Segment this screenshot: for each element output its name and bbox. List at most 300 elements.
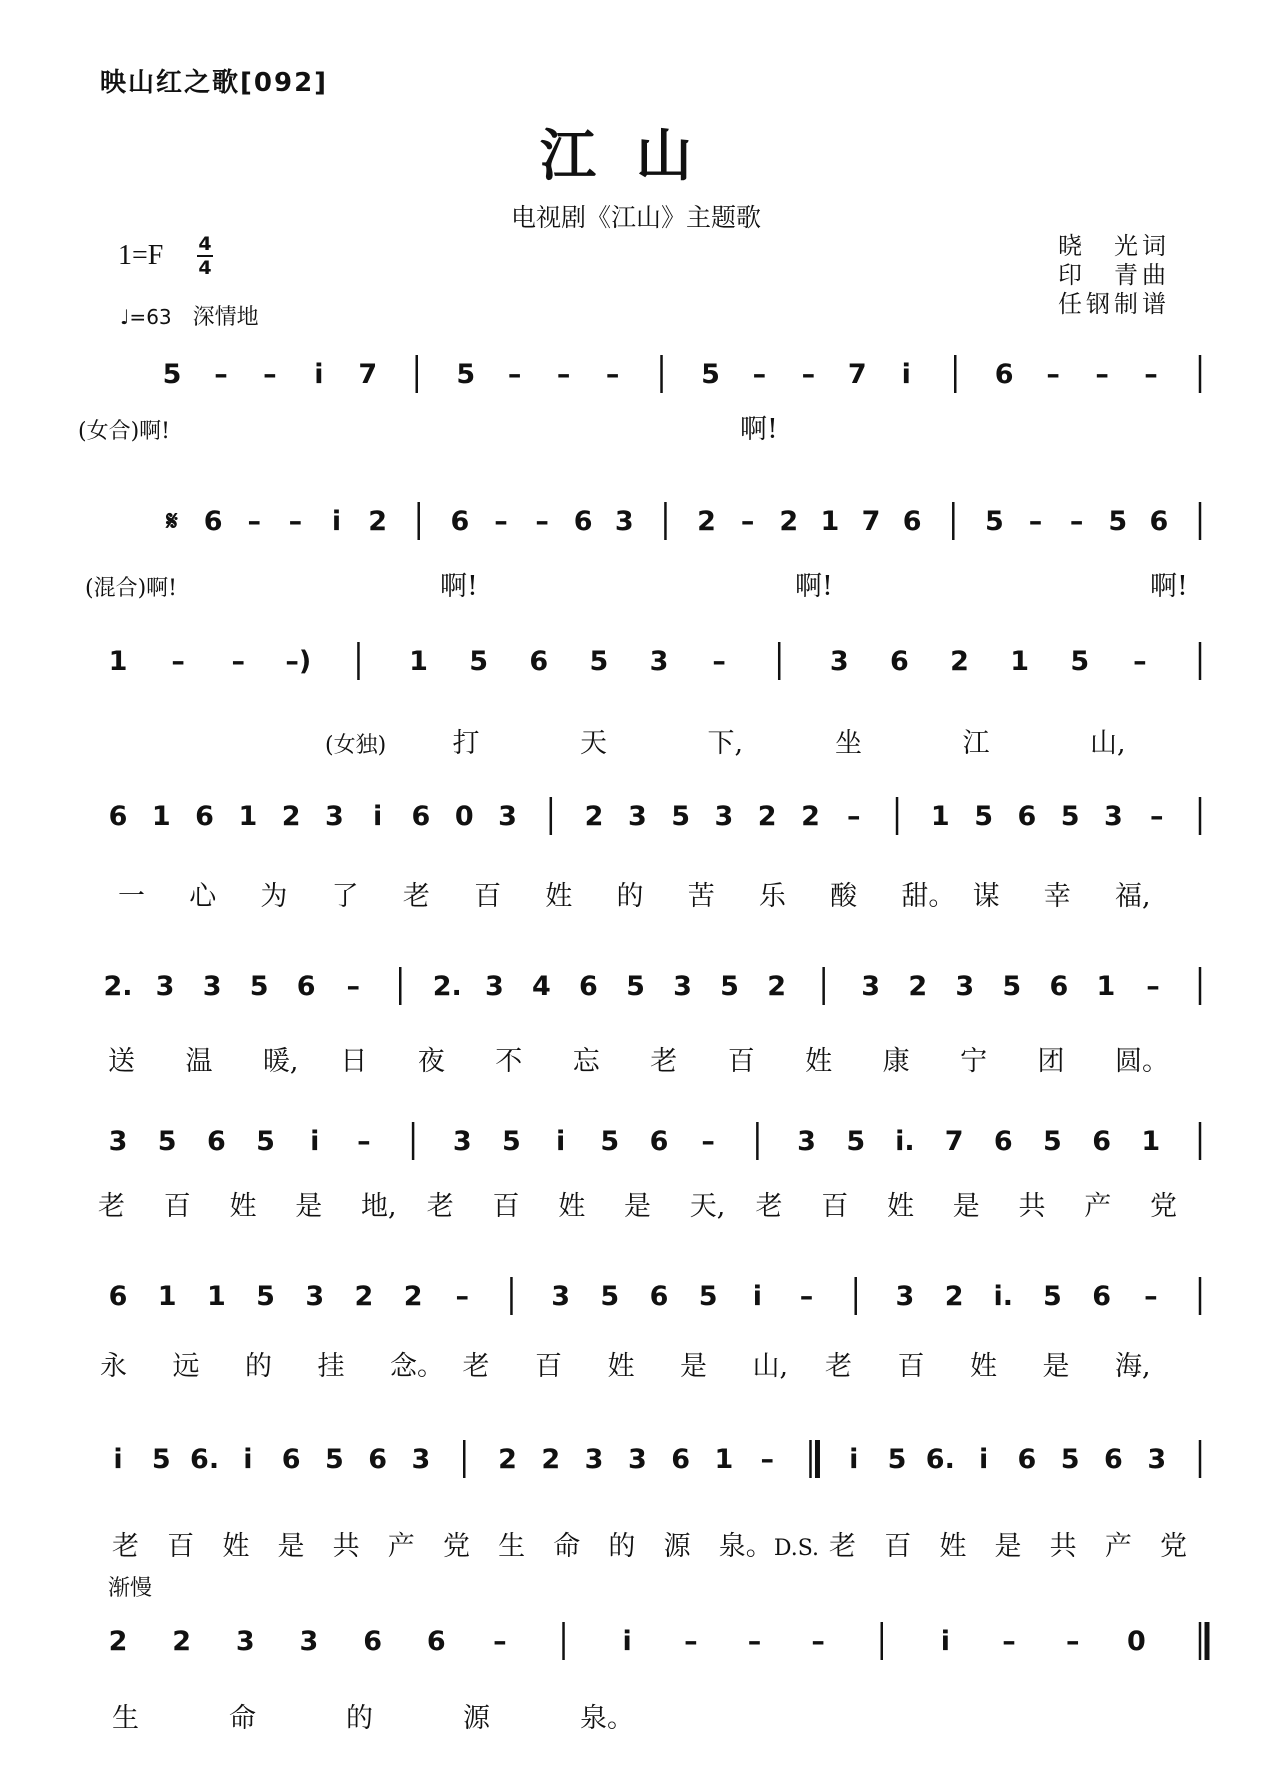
note: 5 bbox=[249, 971, 269, 1002]
note: 1 bbox=[238, 801, 258, 832]
extension-dash: – bbox=[1002, 1626, 1016, 1657]
note: 5 bbox=[846, 1126, 866, 1157]
lyric: 产 bbox=[387, 1531, 415, 1562]
lyric: 是 bbox=[680, 1351, 707, 1382]
note: 3 bbox=[1147, 1444, 1167, 1475]
note: 3 bbox=[584, 1444, 604, 1475]
barline bbox=[564, 1622, 565, 1660]
lyric: 姓 bbox=[545, 881, 573, 912]
lyric: 老 bbox=[829, 1531, 857, 1562]
barline bbox=[779, 642, 780, 680]
note: 2 bbox=[779, 506, 799, 537]
barline bbox=[953, 502, 954, 540]
lyric: 圆。 bbox=[1115, 1046, 1169, 1077]
lyric: 的 bbox=[616, 881, 644, 912]
lyric: 老 bbox=[755, 1191, 783, 1222]
lyric: 产 bbox=[1084, 1191, 1112, 1222]
note: 3 bbox=[551, 1281, 571, 1312]
lyric: 命 bbox=[553, 1531, 581, 1562]
lyric: 姓 bbox=[805, 1046, 833, 1077]
extension-dash: – bbox=[494, 506, 508, 537]
lyric: 生 bbox=[498, 1531, 526, 1562]
note: 6 bbox=[573, 506, 593, 537]
note: 6 bbox=[281, 1444, 301, 1475]
lyric: 坐 bbox=[835, 728, 862, 759]
note: 6 bbox=[649, 1281, 669, 1312]
note: 6 bbox=[108, 801, 128, 832]
score-line-7 bbox=[100, 1277, 1201, 1382]
note: i bbox=[243, 1444, 253, 1475]
lyric: 不 bbox=[495, 1046, 523, 1077]
note: 5 bbox=[325, 1444, 344, 1475]
note: i bbox=[373, 801, 383, 832]
barline bbox=[1200, 502, 1201, 540]
note: 5 bbox=[1060, 1444, 1080, 1475]
note: 3 bbox=[325, 801, 344, 832]
extension-dash: – bbox=[1095, 359, 1109, 390]
lyric: 夜 bbox=[417, 1046, 445, 1077]
lyric: 产 bbox=[1104, 1531, 1132, 1562]
barline bbox=[810, 1440, 817, 1478]
extension-dash: – bbox=[701, 1126, 715, 1157]
note: 3 bbox=[714, 801, 734, 832]
lyric: 啊! bbox=[440, 571, 478, 602]
tempo-value: ♩=63 bbox=[120, 305, 172, 329]
note: 5 bbox=[469, 646, 489, 677]
lyric: 宁 bbox=[960, 1046, 988, 1077]
note: 6 bbox=[450, 506, 470, 537]
lyric: 老 bbox=[98, 1191, 125, 1222]
lyric: 姓 bbox=[558, 1191, 586, 1222]
lyric: 是 bbox=[624, 1191, 651, 1222]
lyric: 老 bbox=[112, 1531, 139, 1562]
note: 5 bbox=[985, 506, 1004, 537]
note: 1 bbox=[1010, 646, 1030, 677]
note: 2 bbox=[281, 801, 301, 832]
note: i. bbox=[895, 1126, 915, 1157]
extension-dash: – bbox=[493, 1626, 507, 1657]
note: i bbox=[622, 1626, 632, 1657]
note: 2 bbox=[944, 1281, 964, 1312]
note: 1 bbox=[151, 801, 171, 832]
lyric: 打 bbox=[452, 728, 480, 759]
note: 5 bbox=[1043, 1126, 1062, 1157]
barline bbox=[897, 797, 898, 835]
barline bbox=[358, 642, 359, 680]
lyric: 心 bbox=[189, 881, 217, 912]
lyric: 啊! bbox=[1150, 571, 1188, 602]
note: 4 bbox=[531, 971, 551, 1002]
note: 6 bbox=[368, 1444, 388, 1475]
barline bbox=[413, 1122, 414, 1160]
note: 7 bbox=[358, 359, 378, 390]
note: 5 bbox=[162, 359, 182, 390]
note: 6 bbox=[203, 506, 223, 537]
note: 1 bbox=[820, 506, 840, 537]
note: 2. bbox=[103, 971, 133, 1002]
lyric: 命 bbox=[229, 1703, 256, 1734]
note: 5 bbox=[720, 971, 739, 1002]
lyric: 暖, bbox=[262, 1046, 299, 1077]
note: 6 bbox=[890, 646, 909, 677]
note: 3 bbox=[955, 971, 975, 1002]
lyric: 山, bbox=[1090, 728, 1126, 759]
note: 3 bbox=[829, 646, 849, 677]
lyric: 了 bbox=[331, 881, 359, 912]
extension-dash: – bbox=[1144, 1281, 1158, 1312]
key-signature: 1=F bbox=[118, 240, 164, 271]
note: 6 bbox=[426, 1626, 446, 1657]
barline bbox=[662, 355, 663, 393]
extension-dash: – bbox=[712, 646, 726, 677]
note: 6 bbox=[579, 971, 598, 1002]
note: 3 bbox=[627, 801, 647, 832]
lyric: 老 bbox=[402, 881, 430, 912]
note: 6 bbox=[363, 1626, 382, 1657]
barline bbox=[1200, 642, 1201, 680]
note: 6 bbox=[1092, 1126, 1112, 1157]
lyric: 念。 bbox=[390, 1351, 444, 1382]
note: 3 bbox=[627, 1444, 647, 1475]
note: 3 bbox=[895, 1281, 915, 1312]
note: i. bbox=[993, 1281, 1014, 1312]
note: 6 bbox=[195, 801, 214, 832]
note: 3 bbox=[235, 1626, 255, 1657]
score-line-6 bbox=[98, 1122, 1201, 1222]
extension-dash: – bbox=[1046, 359, 1060, 390]
note: 3 bbox=[155, 971, 175, 1002]
note: 3 bbox=[305, 1281, 325, 1312]
note: 3 bbox=[202, 971, 222, 1002]
note: 3 bbox=[649, 646, 669, 677]
extension-dash: – bbox=[740, 506, 755, 537]
lyric: 忘 bbox=[572, 1046, 600, 1077]
note: 6. bbox=[925, 1444, 955, 1475]
lyric: 共 bbox=[1049, 1531, 1077, 1562]
score-line-3 bbox=[109, 642, 1201, 759]
lyric: 百 bbox=[897, 1351, 925, 1382]
extension-dash: – bbox=[1144, 359, 1158, 390]
extension-dash: – bbox=[760, 1444, 774, 1475]
note: 6 bbox=[649, 1126, 669, 1157]
lyric: 是 bbox=[277, 1531, 305, 1562]
lyric: 甜。 bbox=[901, 881, 956, 912]
note: 2 bbox=[172, 1626, 192, 1657]
extension-dash: – bbox=[811, 1626, 825, 1657]
note: 2 bbox=[541, 1444, 561, 1475]
note: 3 bbox=[498, 801, 517, 832]
extension-dash: – bbox=[747, 1626, 762, 1657]
note: 1 bbox=[157, 1281, 177, 1312]
extension-dash: – bbox=[801, 359, 816, 390]
note: 5 bbox=[1060, 801, 1080, 832]
note: 7 bbox=[944, 1126, 964, 1157]
lyric: 幸 bbox=[1043, 881, 1071, 912]
note: 1 bbox=[409, 646, 428, 677]
lyric: 为 bbox=[260, 881, 288, 912]
note: 0 bbox=[1126, 1626, 1146, 1657]
extension-dash: – bbox=[1133, 646, 1147, 677]
score-line-5 bbox=[103, 967, 1201, 1077]
barline bbox=[1200, 1440, 1201, 1478]
extension-dash: – bbox=[214, 359, 228, 390]
lyric: 送 bbox=[108, 1046, 135, 1077]
extension-dash: – bbox=[346, 971, 360, 1002]
barline bbox=[400, 967, 401, 1005]
note: 7 bbox=[861, 506, 881, 537]
barline bbox=[882, 1622, 883, 1660]
score-line-1 bbox=[78, 355, 1201, 445]
note: 1 bbox=[1096, 971, 1116, 1002]
note: 2 bbox=[584, 801, 604, 832]
note: 2 bbox=[108, 1626, 128, 1657]
lyric: 是 bbox=[952, 1191, 980, 1222]
extension-dash: – bbox=[171, 646, 185, 677]
lyric: 姓 bbox=[939, 1531, 967, 1562]
lyric: 老 bbox=[426, 1191, 454, 1222]
note: 3 bbox=[484, 971, 504, 1002]
lyric: 江 bbox=[962, 728, 990, 759]
lyric: 生 bbox=[112, 1703, 139, 1734]
song-title: 江山 bbox=[540, 123, 732, 189]
barline bbox=[1200, 967, 1201, 1005]
note: 6. bbox=[190, 1444, 220, 1475]
note: i bbox=[940, 1626, 951, 1657]
note: i bbox=[556, 1126, 566, 1157]
lyric: 下, bbox=[707, 728, 744, 759]
note: 6 bbox=[993, 1126, 1013, 1157]
note: 2 bbox=[908, 971, 928, 1002]
lyric: 百 bbox=[163, 1191, 191, 1222]
extension-dash: – bbox=[847, 801, 861, 832]
note: 5 bbox=[502, 1126, 521, 1157]
lyric: 老 bbox=[462, 1351, 490, 1382]
lyric: 啊! bbox=[795, 571, 833, 602]
note: 5 bbox=[589, 646, 609, 677]
extension-dash: – bbox=[535, 506, 549, 537]
note: i bbox=[901, 359, 911, 390]
time-signature-top: 4 bbox=[198, 233, 212, 255]
note: 5 bbox=[974, 801, 993, 832]
lyric: 泉。 bbox=[718, 1531, 773, 1562]
note: 5 bbox=[701, 359, 720, 390]
note: 6 bbox=[529, 646, 549, 677]
extension-dash: – bbox=[1028, 506, 1043, 537]
lyric: 永 bbox=[100, 1351, 127, 1382]
note: 5 bbox=[626, 971, 645, 1002]
note: 6 bbox=[296, 971, 316, 1002]
note: 2. bbox=[432, 971, 462, 1002]
lyric: 乐 bbox=[758, 881, 786, 912]
barline bbox=[665, 502, 666, 540]
barline bbox=[955, 355, 956, 393]
extension-dash: – bbox=[1146, 971, 1160, 1002]
note: 3 bbox=[614, 506, 634, 537]
score-line-9 bbox=[108, 1576, 1207, 1734]
lyric: 泉。 bbox=[580, 1703, 634, 1734]
note: 2 bbox=[767, 971, 787, 1002]
extension-dash: – bbox=[231, 646, 245, 677]
lyric: 姓 bbox=[607, 1351, 635, 1382]
note: 5 bbox=[456, 359, 476, 390]
note: 6 bbox=[1017, 1444, 1037, 1475]
note: 5 bbox=[600, 1126, 620, 1157]
lyric: 的 bbox=[245, 1351, 272, 1382]
note: 6 bbox=[411, 801, 431, 832]
lyric: 日 bbox=[340, 1046, 368, 1077]
note: 2 bbox=[403, 1281, 423, 1312]
note: i bbox=[314, 359, 324, 390]
note: –) bbox=[285, 646, 312, 677]
expression-mark: 深情地 bbox=[192, 305, 259, 330]
note: i bbox=[752, 1281, 762, 1312]
tempo-direction: 渐慢 bbox=[108, 1576, 153, 1601]
note: 6 bbox=[206, 1126, 226, 1157]
lyric: 党 bbox=[442, 1531, 470, 1562]
note: 3 bbox=[797, 1126, 816, 1157]
note: 2 bbox=[950, 646, 969, 677]
barline bbox=[417, 355, 418, 393]
note: i bbox=[849, 1444, 859, 1475]
lyric: D.S. bbox=[773, 1536, 820, 1561]
lyric: 啊! bbox=[740, 414, 778, 445]
lyric: (混合)啊! bbox=[85, 576, 178, 601]
lyric: 一 bbox=[118, 881, 145, 912]
note: 2 bbox=[354, 1281, 374, 1312]
note: i bbox=[331, 506, 342, 537]
barline bbox=[1200, 1277, 1201, 1315]
note: 1 bbox=[108, 646, 128, 677]
score-line-2 bbox=[85, 502, 1201, 602]
lyric: 谋 bbox=[972, 881, 1000, 912]
barline bbox=[824, 967, 825, 1005]
extension-dash: – bbox=[1069, 506, 1084, 537]
lyric: 天, bbox=[689, 1191, 726, 1222]
lyric: 老 bbox=[825, 1351, 852, 1382]
note: 0 bbox=[454, 801, 474, 832]
lyric: (女独) bbox=[325, 733, 387, 758]
note: 5 bbox=[256, 1281, 275, 1312]
note: 2 bbox=[368, 506, 387, 537]
note: 3 bbox=[452, 1126, 472, 1157]
lyric: 老 bbox=[650, 1046, 678, 1077]
barline bbox=[1200, 1622, 1207, 1660]
extension-dash: – bbox=[684, 1626, 698, 1657]
lyric: 是 bbox=[1042, 1351, 1070, 1382]
note: 5 bbox=[671, 801, 691, 832]
lyric: 百 bbox=[884, 1531, 912, 1562]
note: 6 bbox=[1104, 1444, 1123, 1475]
note: 2 bbox=[697, 506, 716, 537]
extension-dash: – bbox=[1149, 801, 1164, 832]
note: 5 bbox=[600, 1281, 620, 1312]
extension-dash: – bbox=[263, 359, 277, 390]
lyric: 百 bbox=[474, 881, 502, 912]
lyric: 天 bbox=[580, 728, 607, 759]
note: 5 bbox=[256, 1126, 275, 1157]
transcriber-credit: 任钢制谱 bbox=[1058, 290, 1170, 318]
extension-dash: – bbox=[799, 1281, 814, 1312]
lyric: 海, bbox=[1115, 1351, 1151, 1382]
lyric: 团 bbox=[1037, 1046, 1065, 1077]
note: 6 bbox=[108, 1281, 128, 1312]
time-signature-bottom: 4 bbox=[198, 257, 212, 279]
note: 5 bbox=[151, 1444, 171, 1475]
note: 5 bbox=[1043, 1281, 1062, 1312]
note: 3 bbox=[1104, 801, 1123, 832]
note: 3 bbox=[108, 1126, 128, 1157]
extension-dash: – bbox=[1065, 1626, 1080, 1657]
barline bbox=[464, 1440, 465, 1478]
lyric: 党 bbox=[1160, 1531, 1187, 1562]
lyric: 姓 bbox=[222, 1531, 250, 1562]
series-label: 映山红之歌[092] bbox=[100, 68, 329, 98]
lyric: 远 bbox=[172, 1351, 200, 1382]
composer-credit: 印 青曲 bbox=[1058, 261, 1170, 289]
lyric: 姓 bbox=[229, 1191, 257, 1222]
lyric: 姓 bbox=[970, 1351, 997, 1382]
lyric: 源 bbox=[663, 1531, 691, 1562]
barline bbox=[419, 502, 420, 540]
lyric: 百 bbox=[492, 1191, 520, 1222]
note: 5 bbox=[887, 1444, 907, 1475]
note: 1 bbox=[1141, 1126, 1161, 1157]
score-line-8 bbox=[112, 1440, 1201, 1562]
note: i bbox=[978, 1444, 989, 1475]
extension-dash: – bbox=[507, 359, 522, 390]
lyric: 百 bbox=[727, 1046, 755, 1077]
note: 3 bbox=[411, 1444, 431, 1475]
lyric: 百 bbox=[821, 1191, 849, 1222]
note: 2 bbox=[801, 801, 820, 832]
note: 5 bbox=[698, 1281, 718, 1312]
barline bbox=[1200, 355, 1201, 393]
extension-dash: – bbox=[247, 506, 261, 537]
barline bbox=[856, 1277, 857, 1315]
note: 2 bbox=[757, 801, 777, 832]
lyric: 苦 bbox=[687, 881, 715, 912]
note: 7 bbox=[847, 359, 867, 390]
lyric: 是 bbox=[295, 1191, 323, 1222]
note: 1 bbox=[206, 1281, 226, 1312]
note: 6 bbox=[902, 506, 922, 537]
note: 5 bbox=[1002, 971, 1022, 1002]
note: i bbox=[113, 1444, 123, 1475]
lyric: 山, bbox=[752, 1351, 789, 1382]
note: 1 bbox=[930, 801, 950, 832]
note: 6 bbox=[671, 1444, 691, 1475]
note: 5 bbox=[1108, 506, 1128, 537]
extension-dash: – bbox=[752, 359, 767, 390]
note: 5 bbox=[157, 1126, 177, 1157]
lyric: 源 bbox=[463, 1703, 490, 1734]
score-line-4 bbox=[109, 797, 1201, 912]
extension-dash: – bbox=[288, 506, 303, 537]
note: 6 bbox=[1049, 971, 1069, 1002]
lyric: 百 bbox=[535, 1351, 562, 1382]
barline bbox=[757, 1122, 758, 1160]
note: 3 bbox=[861, 971, 881, 1002]
song-subtitle: 电视剧《江山》主题歌 bbox=[510, 203, 761, 232]
note: 6 bbox=[994, 359, 1014, 390]
lyric: 地, bbox=[361, 1191, 397, 1222]
lyric: 温 bbox=[185, 1046, 213, 1077]
lyric: 的 bbox=[346, 1703, 373, 1734]
note: 6 bbox=[1017, 801, 1037, 832]
note: 6 bbox=[1092, 1281, 1112, 1312]
lyric: 姓 bbox=[887, 1191, 914, 1222]
lyric: 福, bbox=[1115, 881, 1151, 912]
